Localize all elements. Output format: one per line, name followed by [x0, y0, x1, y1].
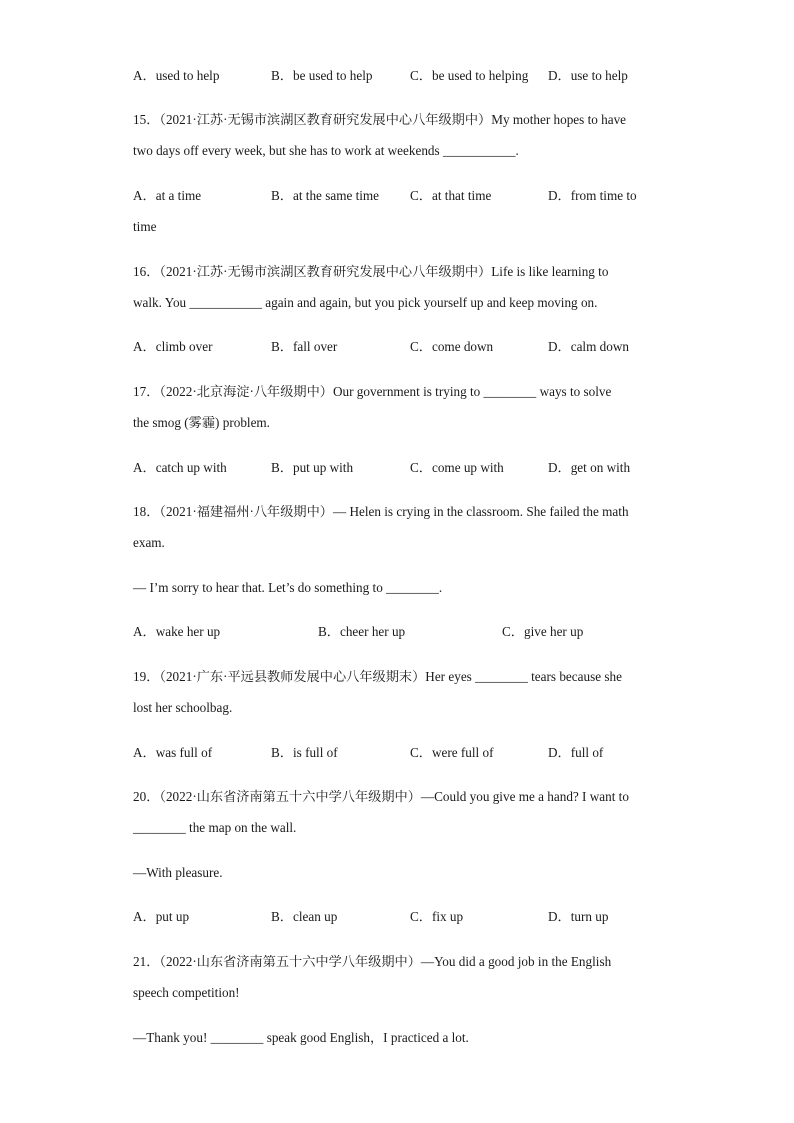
q21-stem-line-1: 21．（2022·山东省济南第五十六中学八年级期中）—You did a good job in the English	[133, 954, 612, 969]
q21-stem-line-3: —Thank you! ________ speak good English，I practiced a lot.	[133, 1030, 469, 1045]
q19-option-a: A．was full of	[133, 745, 213, 760]
q18-option-b: B．cheer her up	[318, 624, 406, 639]
q15-option-a: A．at a time	[133, 188, 202, 203]
q18-stem-line-2: exam.	[133, 535, 165, 550]
q15-option-c: C．at that time	[410, 188, 492, 203]
q21-stem-line-2: speech competition!	[133, 985, 240, 1000]
q20-option-c: C．fix up	[410, 909, 464, 924]
q15-option-d-wrap: time	[133, 219, 157, 234]
q16-option-a: A．climb over	[133, 339, 213, 354]
q17-option-a: A．catch up with	[133, 460, 227, 475]
q17-stem-line-2: the smog (雾霾) problem.	[133, 415, 270, 430]
q14-option-d: D．use to help	[548, 68, 628, 83]
q15-option-b: B．at the same time	[271, 188, 380, 203]
q15-stem-line-2: two days off every week, but she has to work at weekends ___________.	[133, 143, 519, 158]
q19-stem-line-1: 19．（2021·广东·平远县教师发展中心八年级期末）Her eyes ________ tears because she	[133, 669, 622, 684]
q18-stem-line-3: — I’m sorry to hear that. Let’s do something to ________.	[133, 580, 443, 595]
q20-stem-line-1: 20．（2022·山东省济南第五十六中学八年级期中）—Could you give me a hand? I want to	[133, 789, 629, 804]
q20-option-d: D．turn up	[548, 909, 609, 924]
q15-stem-line-1: 15．（2021·江苏·无锡市滨湖区教育研究发展中心八年级期中）My mother hopes to have	[133, 112, 627, 127]
q17-stem-line-1: 17．（2022·北京海淀·八年级期中）Our government is trying to ________ ways to solve	[133, 384, 612, 399]
q14-option-c: C．be used to helping	[410, 68, 529, 83]
q14-option-a: A．used to help	[133, 68, 220, 83]
q20-stem-line-2: ________ the map on the wall.	[133, 820, 297, 835]
q17-option-c: C．come up with	[410, 460, 504, 475]
q14-option-b: B．be used to help	[271, 68, 373, 83]
q20-option-b: B．clean up	[271, 909, 338, 924]
q16-option-b: B．fall over	[271, 339, 338, 354]
q20-stem-line-3: —With pleasure.	[133, 865, 223, 880]
q19-option-b: B．is full of	[271, 745, 338, 760]
q19-stem-line-2: lost her schoolbag.	[133, 700, 233, 715]
q16-option-c: C．come down	[410, 339, 494, 354]
q20-option-a: A．put up	[133, 909, 190, 924]
q15-option-d: D．from time to	[548, 188, 637, 203]
q18-option-a: A．wake her up	[133, 624, 221, 639]
q16-stem-line-1: 16．（2021·江苏·无锡市滨湖区教育研究发展中心八年级期中）Life is like learning to	[133, 264, 609, 279]
q16-stem-line-2: walk. You ___________ again and again, but you pick yourself up and keep moving on.	[133, 295, 598, 310]
q19-option-c: C．were full of	[410, 745, 494, 760]
q18-option-c: C．give her up	[502, 624, 584, 639]
q17-option-d: D．get on with	[548, 460, 631, 475]
q16-option-d: D．calm down	[548, 339, 629, 354]
q18-stem-line-1: 18．（2021·福建福州·八年级期中）— Helen is crying in the classroom. She failed the math	[133, 504, 629, 519]
q19-option-d: D．full of	[548, 745, 604, 760]
q17-option-b: B．put up with	[271, 460, 354, 475]
